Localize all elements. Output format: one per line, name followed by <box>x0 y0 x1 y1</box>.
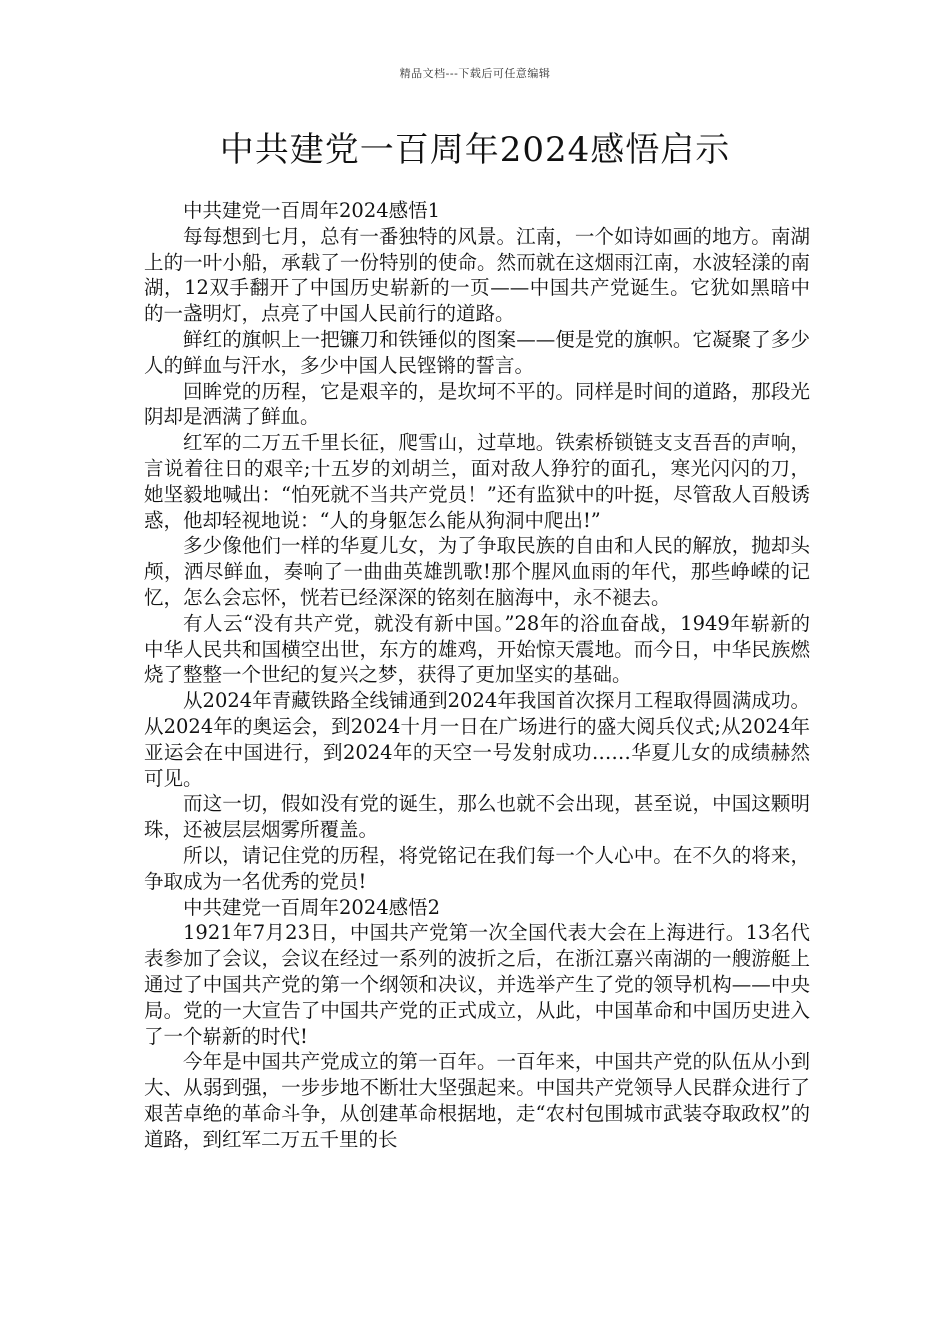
paragraph: 多少像他们一样的华夏儿女，为了争取民族的自由和人民的解放，抛却头颅，洒尽鲜血，奏响了一曲曲英雄凯歌!那个腥风血雨的年代，那些峥嵘的记忆，怎么会忘怀，恍若已经深深的铭刻在脑海中，永不褪去。 <box>144 534 810 609</box>
section-heading-1: 中共建党一百周年2024感悟1 <box>183 199 441 222</box>
paragraph: 从2024年青藏铁路全线铺通到2024年我国首次探月工程取得圆满成功。从2024年的奥运会，到2024十月一日在广场进行的盛大阅兵仪式;从2024年亚运会在中国进行，到2024年的天空一号发射成功……华夏儿女的成绩赫然可见。 <box>144 689 810 790</box>
paragraph: 有人云“没有共产党，就没有新中国。”28年的浴血奋战，1949年崭新的中华人民共和国横空出世，东方的雄鸡，开始惊天震地。而今日，中华民族燃烧了整整一个世纪的复兴之梦，获得了更加坚实的基础。 <box>144 611 810 687</box>
header-note: 精品文档---下载后可任意编辑 <box>399 67 551 80</box>
section-heading-2: 中共建党一百周年2024感悟2 <box>183 895 441 919</box>
document-body <box>144 198 810 1152</box>
paragraph: 而这一切，假如没有党的诞生，那么也就不会出现，甚至说，中国这颗明珠，还被层层烟雾所覆盖。 <box>144 792 810 842</box>
document-title: 中共建党一百周年2024感悟启示 <box>219 130 731 170</box>
paragraph: 所以，请记住党的历程，将党铭记在我们每一个人心中。在不久的将来，争取成为一名优秀的党员! <box>144 843 810 893</box>
paragraph: 1921年7月23日，中国共产党第一次全国代表大会在上海进行。13名代表参加了会议，会议在经过一系列的波折之后，在浙江嘉兴南湖的一艘游艇上通过了中国共产党的第一个纲领和决议，并选举产生了党的领导机构——中央局。党的一大宣告了中国共产党的正式成立，从此，中国革命和中国历史进入了一个崭新的时代! <box>144 921 810 1048</box>
paragraph: 今年是中国共产党成立的第一百年。一百年来，中国共产党的队伍从小到大、从弱到强，一步步地不断壮大坚强起来。中国共产党领导人民群众进行了艰苦卓绝的革命斗争，从创建革命根据地，走“农村包围城市武装夺取政权”的道路，到红军二万五千里的长 <box>144 1050 810 1151</box>
paragraph: 鲜红的旗帜上一把镰刀和铁锤似的图案——便是党的旗帜。它凝聚了多少人的鲜血与汗水，多少中国人民铿锵的誓言。 <box>144 327 810 377</box>
paragraph: 红军的二万五千里长征，爬雪山，过草地。铁索桥锁链支支吾吾的声响，言说着往日的艰辛;十五岁的刘胡兰，面对敌人狰狞的面孔，寒光闪闪的刀，她坚毅地喊出：“怕死就不当共产党员！”还有监狱中的叶挺，尽管敌人百般诱惑，他却轻视地说：“人的身躯怎么能从狗洞中爬出!” <box>144 431 810 532</box>
paragraph: 每每想到七月，总有一番独特的风景。江南，一个如诗如画的地方。南湖上的一叶小船，承载了一份特别的使命。然而就在这烟雨江南，水波轻漾的南湖，12双手翻开了中国历史崭新的一页——中国共产党诞生。它犹如黑暗中的一盏明灯，点亮了中国人民前行的道路。 <box>144 224 810 326</box>
paragraph: 回眸党的历程，它是艰辛的，是坎坷不平的。同样是时间的道路，那段光阴却是洒满了鲜血。 <box>144 379 810 429</box>
